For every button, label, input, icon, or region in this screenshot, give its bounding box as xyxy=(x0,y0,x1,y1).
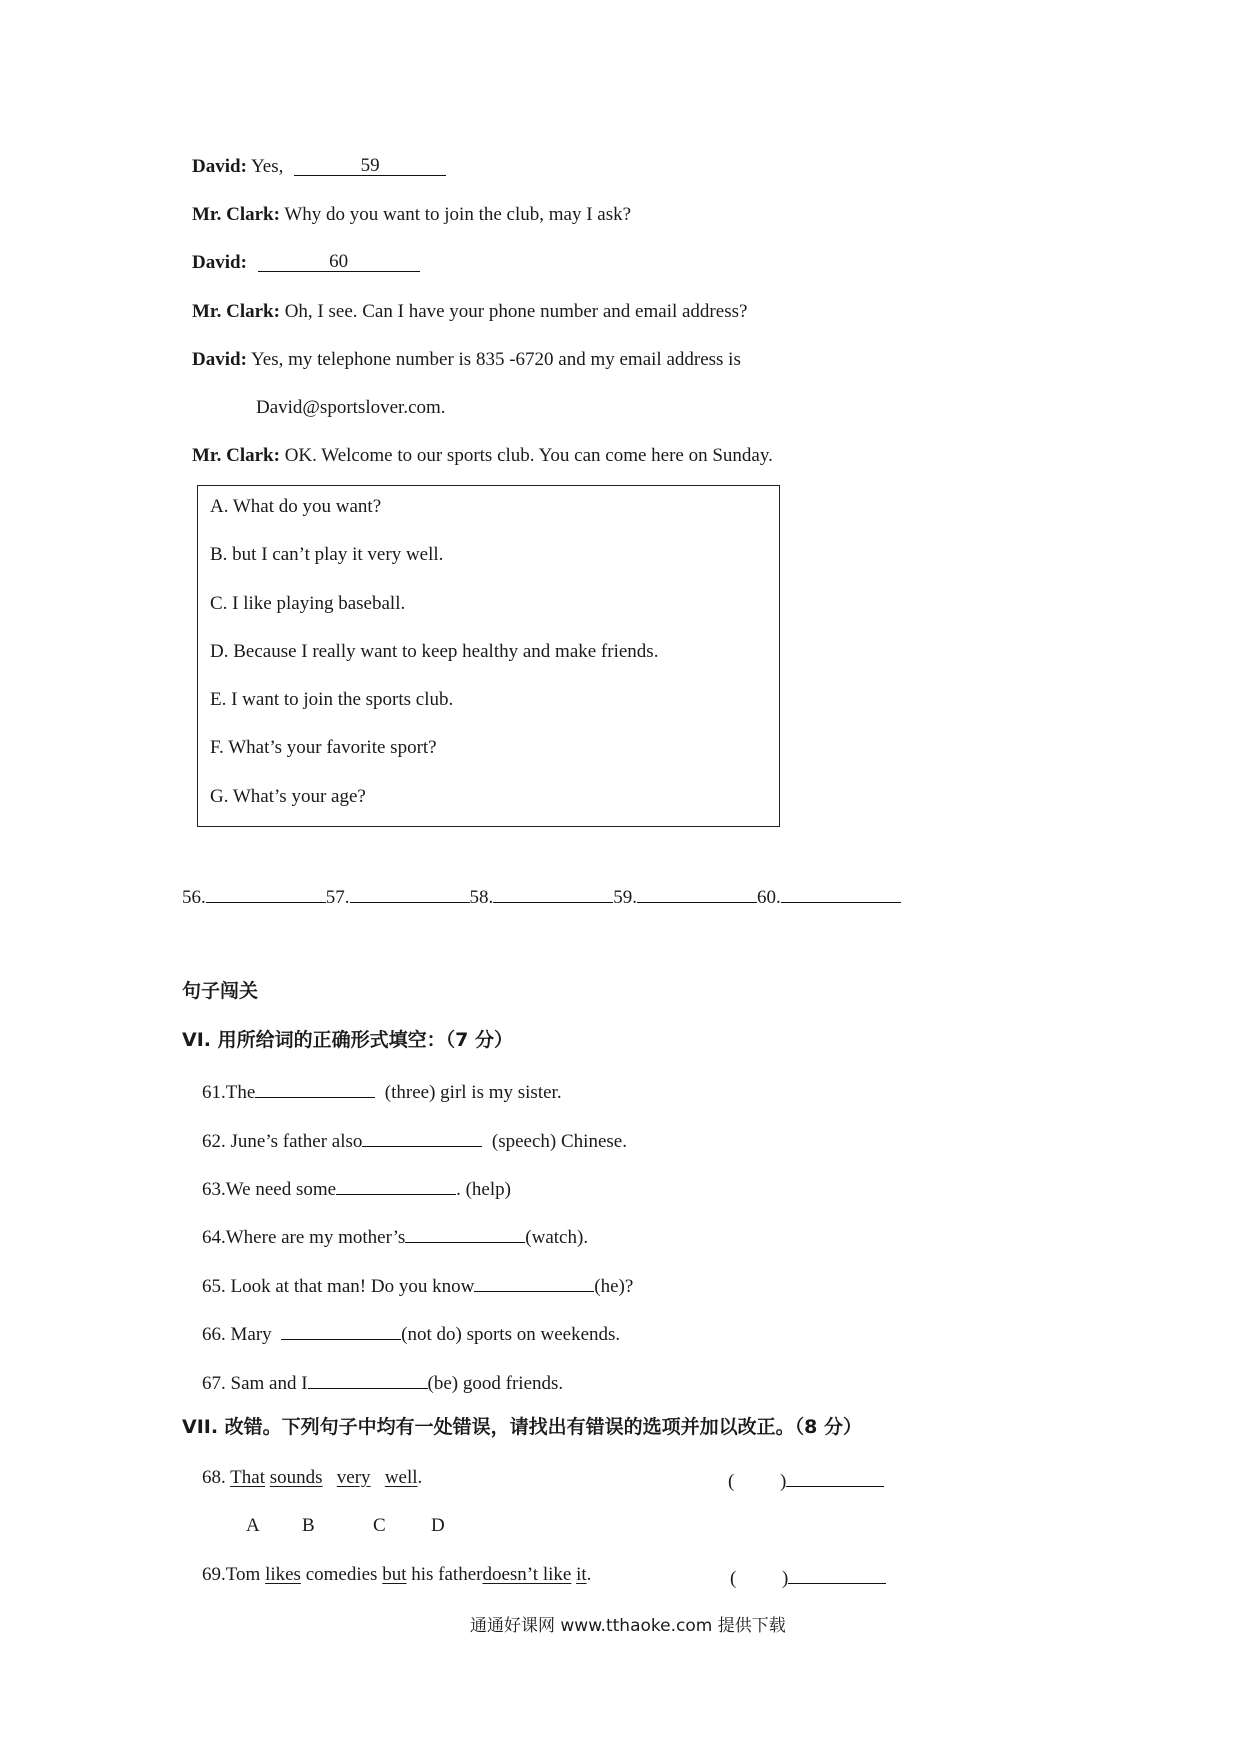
option-letter-d: D xyxy=(431,1515,445,1536)
dialogue-line-5 xyxy=(192,350,741,369)
dialogue-text: OK. Welcome to our sports club. You can come here on Sunday. xyxy=(284,445,773,466)
answer-row xyxy=(182,884,901,907)
answer-blank[interactable] xyxy=(294,157,446,176)
dialogue-line-7 xyxy=(192,446,773,465)
paren-open: ( xyxy=(728,1471,735,1492)
punctuation: . xyxy=(417,1467,423,1488)
question-hint: (he)? xyxy=(594,1276,634,1297)
question-number: 68. xyxy=(202,1467,226,1488)
question-text: his father xyxy=(411,1564,483,1585)
question-text: 64.Where are my mother’s xyxy=(202,1227,406,1248)
speaker: David: xyxy=(192,156,247,177)
option-letter-b: B xyxy=(302,1515,315,1536)
speaker: David: xyxy=(192,252,247,273)
paren-close: ) xyxy=(780,1471,787,1492)
dialogue-line-3 xyxy=(192,253,420,272)
answer-blank[interactable] xyxy=(781,884,901,903)
dialogue-text: Why do you want to join the club, may I ask? xyxy=(284,204,632,225)
question-hint: (be) good friends. xyxy=(427,1373,564,1394)
paren-open: ( xyxy=(730,1568,737,1589)
option-e: E. I want to join the sports club. xyxy=(210,689,454,710)
page-footer: 通通好课网 www.tthaoke.com 提供下载 xyxy=(470,1616,786,1636)
question-69 xyxy=(202,1565,591,1584)
option-letter-a: A xyxy=(246,1515,260,1536)
speaker: Mr. Clark: xyxy=(192,204,280,225)
answer-blank[interactable] xyxy=(637,884,757,903)
option-g: G. What’s your age? xyxy=(210,786,366,807)
answer-blank[interactable] xyxy=(258,253,420,272)
dialogue-text: David@sportslover.com. xyxy=(256,397,446,418)
correction-blank[interactable] xyxy=(786,1468,884,1487)
answer-blank[interactable] xyxy=(474,1273,594,1292)
option-a-text: likes xyxy=(265,1564,301,1585)
speaker: David: xyxy=(192,349,247,370)
option-d-text: it xyxy=(576,1564,587,1585)
question-text: 61.The xyxy=(202,1082,256,1103)
answer-blank[interactable] xyxy=(206,884,326,903)
option-d: D. Because I really want to keep healthy and make friends. xyxy=(210,641,659,662)
dialogue-line-1 xyxy=(192,157,446,176)
dialogue-line-2 xyxy=(192,205,631,224)
question-hint: . (help) xyxy=(456,1179,511,1200)
part6-heading: VI. 用所给词的正确形式填空：（7 分） xyxy=(182,1029,513,1051)
blank-number: 60 xyxy=(329,251,349,272)
correction-blank[interactable] xyxy=(788,1565,886,1584)
question-text: 62. June’s father also xyxy=(202,1131,363,1152)
question-65 xyxy=(202,1273,633,1296)
question-62 xyxy=(202,1128,627,1151)
question-text: 69.Tom xyxy=(202,1564,261,1585)
answer-blank[interactable] xyxy=(493,884,613,903)
option-c-text: very xyxy=(336,1467,371,1488)
dialogue-text: Yes, xyxy=(250,156,284,177)
option-f: F. What’s your favorite sport? xyxy=(210,737,437,758)
option-letter-c: C xyxy=(373,1515,386,1536)
speaker: Mr. Clark: xyxy=(192,301,280,322)
option-b: B. but I can’t play it very well. xyxy=(210,544,444,565)
question-hint: (speech) Chinese. xyxy=(491,1131,627,1152)
dialogue-line-4 xyxy=(192,302,747,321)
answer-number: 59. xyxy=(613,887,637,908)
answer-number: 60. xyxy=(757,887,781,908)
dialogue-text: Yes, my telephone number is 835 -6720 and my email address is xyxy=(250,349,741,370)
answer-blank[interactable] xyxy=(281,1321,401,1340)
answer-choice-68 xyxy=(728,1468,884,1491)
option-d-text: well xyxy=(384,1467,418,1488)
question-hint: (three) girl is my sister. xyxy=(384,1082,562,1103)
blank-number: 59 xyxy=(360,155,380,176)
paren-close: ) xyxy=(782,1568,789,1589)
question-text: 63.We need some xyxy=(202,1179,337,1200)
answer-choice-69 xyxy=(730,1565,886,1588)
dialogue-text: Oh, I see. Can I have your phone number and email address? xyxy=(284,301,748,322)
question-67 xyxy=(202,1370,563,1393)
option-a-text: That xyxy=(230,1467,265,1488)
part7-heading: VII. 改错。下列句子中均有一处错误，请找出有错误的选项并加以改正。（8 分） xyxy=(182,1416,863,1438)
answer-blank[interactable] xyxy=(255,1079,375,1098)
question-63 xyxy=(202,1176,511,1199)
question-61 xyxy=(202,1079,562,1102)
question-64 xyxy=(202,1224,588,1247)
answer-number: 57. xyxy=(325,887,350,908)
question-hint: (watch). xyxy=(525,1227,589,1248)
question-text: comedies xyxy=(305,1564,378,1585)
question-text: 65. Look at that man! Do you know xyxy=(202,1276,475,1297)
answer-number: 58. xyxy=(469,887,494,908)
dialogue-line-6 xyxy=(256,398,446,417)
answer-blank[interactable] xyxy=(350,884,470,903)
answer-blank[interactable] xyxy=(362,1128,482,1147)
answer-number: 56. xyxy=(182,887,206,908)
option-c-text: doesn’t like xyxy=(482,1564,572,1585)
question-68 xyxy=(202,1468,422,1487)
question-hint: (not do) sports on weekends. xyxy=(401,1324,621,1345)
option-c: C. I like playing baseball. xyxy=(210,593,406,614)
punctuation: . xyxy=(586,1564,592,1585)
speaker: Mr. Clark: xyxy=(192,445,280,466)
option-b-text: sounds xyxy=(269,1467,323,1488)
answer-blank[interactable] xyxy=(336,1176,456,1195)
option-b-text: but xyxy=(382,1564,407,1585)
option-a: A. What do you want? xyxy=(210,496,382,517)
section-title: 句子闯关 xyxy=(182,980,259,1002)
answer-blank[interactable] xyxy=(405,1224,525,1243)
question-text: 67. Sam and I xyxy=(202,1373,308,1394)
answer-blank[interactable] xyxy=(308,1370,428,1389)
question-text: 66. Mary xyxy=(202,1324,272,1345)
question-66 xyxy=(202,1321,620,1344)
